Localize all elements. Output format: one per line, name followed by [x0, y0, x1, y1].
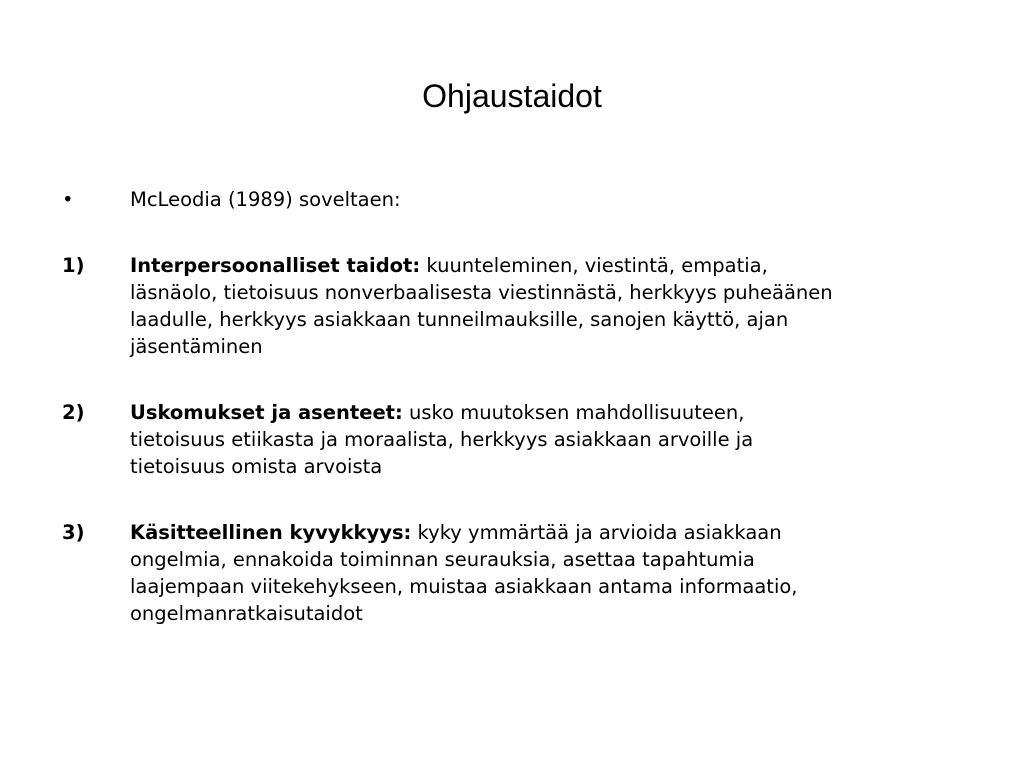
list-item-line: kuunteleminen, viestintä, empatia, — [420, 254, 768, 277]
intro-text: McLeodia (1989) soveltaen: — [130, 188, 401, 211]
list-item-line: tietoisuus omista arvoista — [130, 455, 383, 478]
list-number: 1) — [62, 254, 85, 277]
list-item-line: ongelmia, ennakoida toiminnan seurauksia, asettaa tapahtumia — [130, 548, 755, 571]
bullet-marker: • — [62, 188, 74, 211]
list-item-line: läsnäolo, tietoisuus nonverbaalisesta viestinnästä, herkkyys puheäänen — [130, 281, 833, 304]
list-item-term: Interpersoonalliset taidot: — [130, 254, 421, 277]
list-item-text — [130, 399, 970, 480]
list-item-term: Käsitteellinen kyvykkyys: — [130, 521, 412, 544]
list-item-line: tietoisuus etiikasta ja moraalista, herkkyys asiakkaan arvoille ja — [130, 428, 754, 451]
slide-title: Ohjaustaidot — [422, 78, 602, 114]
list-item-text — [130, 252, 970, 360]
list-item-line: kyky ymmärtää ja arvioida asiakkaan — [411, 521, 782, 544]
list-item-line: laajempaan viitekehykseen, muistaa asiakkaan antama informaatio, — [130, 575, 798, 598]
list-item-line: usko muutoksen mahdollisuuteen, — [402, 401, 745, 424]
list-item-line: ongelmanratkaisutaidot — [130, 602, 363, 625]
list-item-line: laadulle, herkkyys asiakkaan tunneilmauksille, sanojen käyttö, ajan — [130, 308, 789, 331]
list-item-text — [130, 519, 970, 627]
list-number: 2) — [62, 401, 85, 424]
list-item-term: Uskomukset ja asenteet: — [130, 401, 403, 424]
list-number: 3) — [62, 521, 85, 544]
list-item-line: jäsentäminen — [130, 335, 263, 358]
